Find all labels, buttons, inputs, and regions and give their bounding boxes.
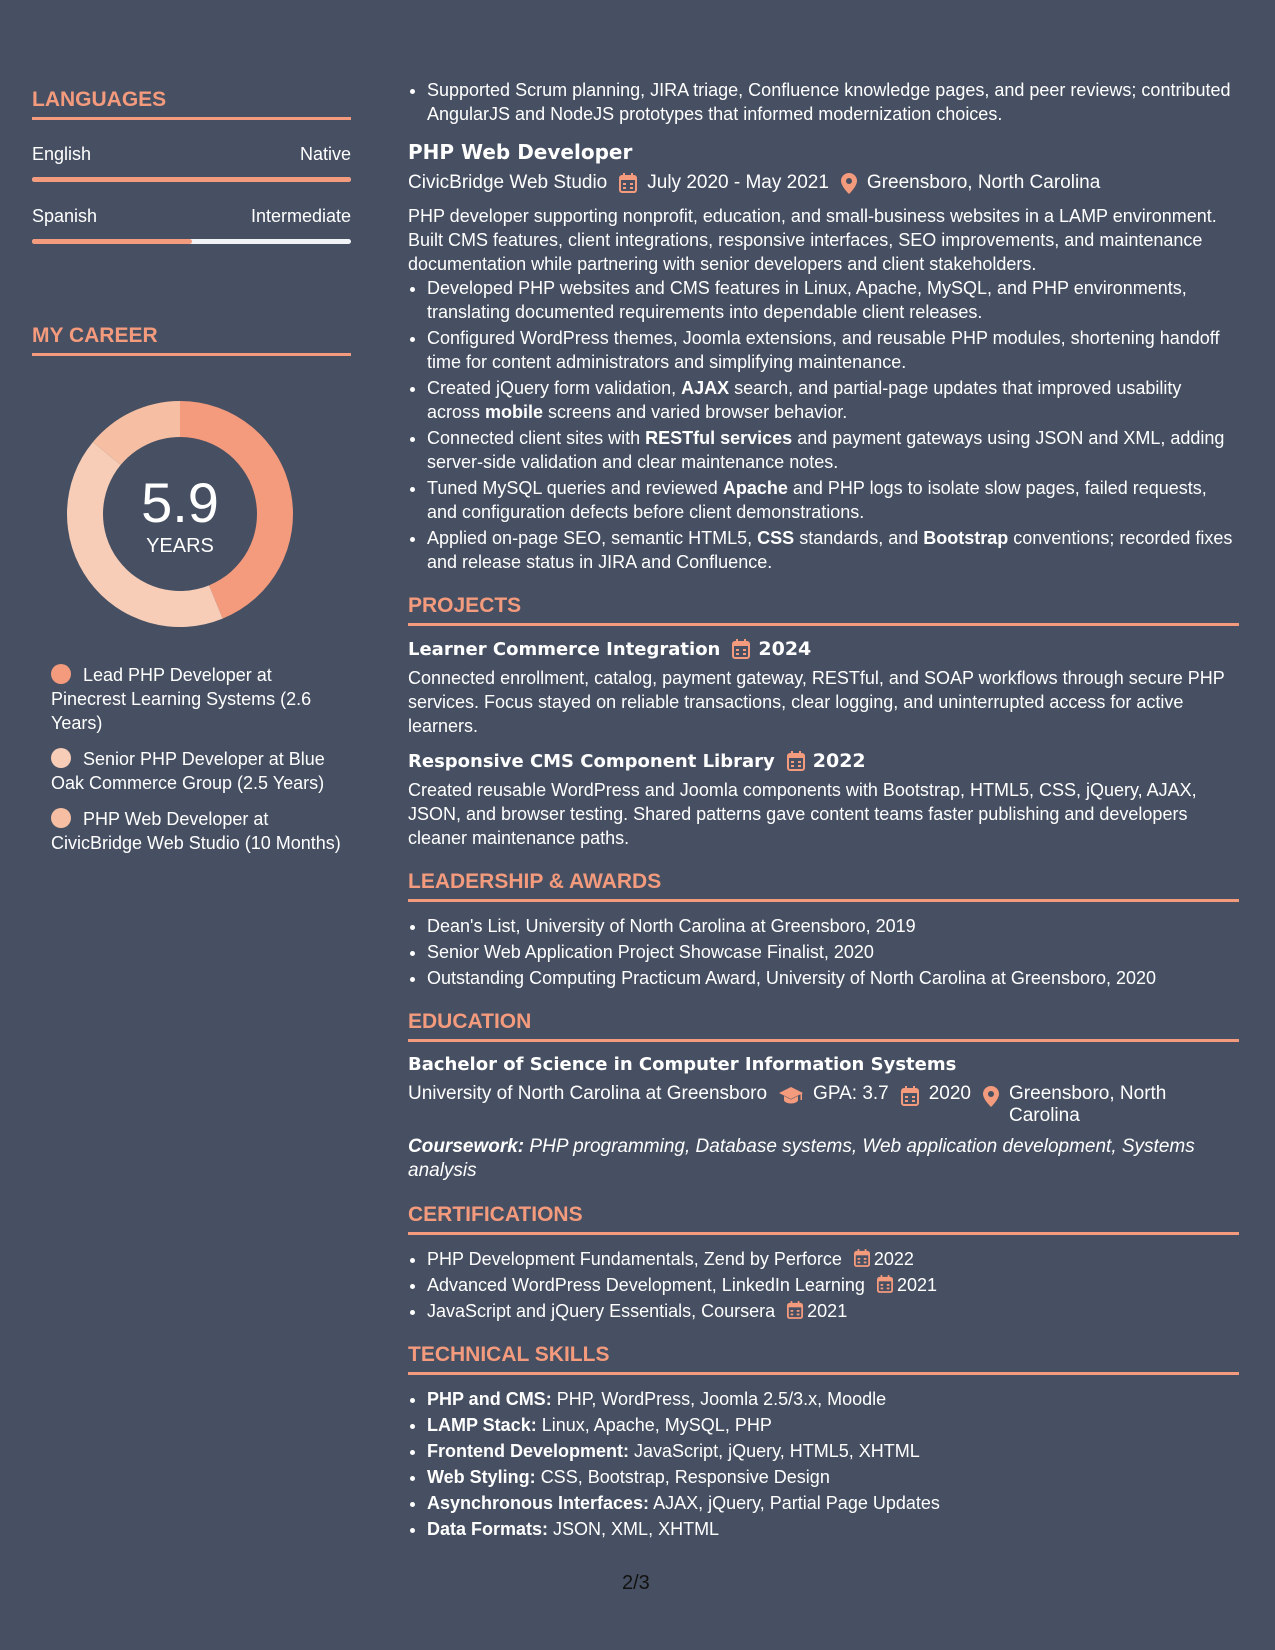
calendar-icon	[854, 1249, 870, 1267]
certifications-section	[408, 1203, 1239, 1323]
career-legend-item	[51, 807, 351, 855]
location-pin-icon	[983, 1083, 999, 1107]
bullet-item: • Supported Scrum planning, JIRA triage, Confluence knowledge pages, and peer reviews; contributed AngularJS and NodeJS prototypes that informed modernization choices.	[427, 78, 1239, 126]
job-bullets	[408, 276, 1239, 574]
awards-section	[408, 870, 1239, 990]
certifications-list	[408, 1247, 1239, 1323]
project-year: 2024	[758, 638, 812, 660]
skill-item: • Frontend Development: JavaScript, jQuery, HTML5, XHTML	[427, 1439, 1239, 1463]
language-bar	[32, 177, 351, 182]
project-description: Connected enrollment, catalog, payment gateway, RESTful, and SOAP workflows through secure PHP services. Focus stayed on reliable transactions, clear logging, and uninterrupted access for active learners.	[408, 668, 1225, 736]
job-company: CivicBridge Web Studio	[408, 172, 608, 193]
calendar-icon	[787, 1301, 803, 1319]
language-bar-fill	[32, 177, 351, 182]
job-location: Greensboro, North Carolina	[866, 172, 1101, 193]
career-legend-item	[51, 747, 351, 795]
job-summary: PHP developer supporting nonprofit, education, and small-business websites in a LAMP environment. Built CMS features, client integrations, responsive interfaces, SEO improvements, and maintenance documentation while partnering with senior developers and client stakeholders.	[408, 206, 1217, 274]
bullet-item: • Connected client sites with RESTful services and payment gateways using JSON and XML, adding server-side validation and clear maintenance notes.	[427, 426, 1239, 474]
career-title: MY CAREER	[32, 324, 351, 356]
language-item	[32, 144, 351, 182]
certifications-title: CERTIFICATIONS	[408, 1203, 1239, 1235]
legend-dot	[51, 748, 71, 768]
project-description: Created reusable WordPress and Joomla components with Bootstrap, HTML5, CSS, jQuery, AJAX, JSON, and browser testing. Shared patterns gave content teams faster publishing and developers cleaner maintenance paths.	[408, 780, 1197, 848]
language-level: Intermediate	[250, 206, 351, 226]
bullet-item: • Applied on-page SEO, semantic HTML5, CSS standards, and Bootstrap conventions; recorded fixes and release status in JIRA and Confluence.	[427, 526, 1239, 574]
award-item: • Senior Web Application Project Showcase Finalist, 2020	[427, 940, 1239, 964]
career-legend-item	[51, 663, 351, 735]
job-meta	[408, 172, 1239, 194]
career-legend-label: Lead PHP Developer at Pinecrest Learning Systems (2.6 Years)	[51, 665, 312, 733]
graduation-cap-icon	[779, 1083, 803, 1104]
skill-item: • PHP and CMS: PHP, WordPress, Joomla 2.5/3.x, Moodle	[427, 1387, 1239, 1411]
donut-center	[67, 401, 293, 627]
career-legend-label: Senior PHP Developer at Blue Oak Commerce Group (2.5 Years)	[51, 749, 325, 793]
coursework: Coursework: PHP programming, Database systems, Web application development, Systems analysis	[408, 1136, 1195, 1181]
career-legend	[51, 663, 351, 855]
skill-item: • Web Styling: CSS, Bootstrap, Responsive Design	[427, 1465, 1239, 1489]
award-item: • Dean's List, University of North Carolina at Greensboro, 2019	[427, 914, 1239, 938]
school-name: University of North Carolina at Greensboro	[408, 1083, 768, 1104]
projects-section	[408, 594, 1239, 850]
calendar-icon	[787, 751, 805, 771]
calendar-icon	[732, 639, 750, 659]
legend-dot	[51, 664, 71, 684]
project-year: 2022	[812, 750, 866, 772]
bullet-item: • Created jQuery form validation, AJAX search, and partial-page updates that improved usability across mobile screens and varied browser behavior.	[427, 376, 1239, 424]
skill-item: • Data Formats: JSON, XML, XHTML	[427, 1517, 1239, 1541]
award-item: • Outstanding Computing Practicum Award, University of North Carolina at Greensboro, 2020	[427, 966, 1239, 990]
certification-item: • PHP Development Fundamentals, Zend by Perforce 2022	[427, 1247, 1239, 1271]
language-level: Native	[299, 144, 351, 164]
location-pin-icon	[841, 173, 857, 194]
calendar-icon	[901, 1083, 919, 1106]
bullet-item: • Developed PHP websites and CMS features in Linux, Apache, MySQL, and PHP environments, translating documented requirements into dependable client releases.	[427, 276, 1239, 324]
skill-item: • LAMP Stack: Linux, Apache, MySQL, PHP	[427, 1413, 1239, 1437]
awards-title: LEADERSHIP & AWARDS	[408, 870, 1239, 902]
legend-dot	[51, 808, 71, 828]
education-meta	[408, 1083, 1239, 1127]
languages-title: LANGUAGES	[32, 88, 351, 120]
career-total-years: 5.9	[141, 471, 219, 534]
page-number: 2/3	[622, 1572, 650, 1594]
awards-list	[408, 914, 1239, 990]
skills-section	[408, 1343, 1239, 1541]
project-title: Learner Commerce Integration 2024	[408, 638, 812, 660]
bullet-item: • Configured WordPress themes, Joomla extensions, and reusable PHP modules, shortening handoff time for content administrators and simplifying maintenance.	[427, 326, 1239, 374]
job-title: PHP Web Developer	[408, 140, 633, 164]
previous-job-bullets	[408, 78, 1239, 126]
language-name: Spanish	[32, 206, 98, 226]
projects-title: PROJECTS	[408, 594, 1239, 626]
education-section	[408, 1010, 1239, 1183]
skills-title: TECHNICAL SKILLS	[408, 1343, 1239, 1375]
degree-title: Bachelor of Science in Computer Information Systems	[408, 1054, 957, 1075]
calendar-icon	[877, 1275, 893, 1293]
language-bar	[32, 239, 351, 244]
right-column	[408, 78, 1239, 1543]
project-title: Responsive CMS Component Library 2022	[408, 750, 866, 772]
certification-item: • JavaScript and jQuery Essentials, Coursera 2021	[427, 1299, 1239, 1323]
left-column	[32, 88, 351, 867]
language-bar-fill	[32, 239, 192, 244]
school-location: Greensboro, North Carolina	[1009, 1083, 1167, 1126]
calendar-icon	[619, 173, 637, 193]
language-name: English	[32, 144, 92, 164]
graduation-year: 2020	[928, 1083, 972, 1104]
education-title: EDUCATION	[408, 1010, 1239, 1042]
career-legend-label: PHP Web Developer at CivicBridge Web Studio (10 Months)	[51, 809, 341, 853]
career-total-unit: YEARS	[146, 535, 214, 557]
job-dates: July 2020 - May 2021	[647, 172, 829, 193]
bullet-item: • Tuned MySQL queries and reviewed Apache and PHP logs to isolate slow pages, failed requests, and configuration defects before client demonstrations.	[427, 476, 1239, 524]
skills-list	[408, 1387, 1239, 1541]
certification-item: • Advanced WordPress Development, LinkedIn Learning 2021	[427, 1273, 1239, 1297]
career-donut-chart	[67, 401, 293, 627]
language-item	[32, 206, 351, 244]
skill-item: • Asynchronous Interfaces: AJAX, jQuery, Partial Page Updates	[427, 1491, 1239, 1515]
gpa: GPA: 3.7	[813, 1083, 889, 1104]
